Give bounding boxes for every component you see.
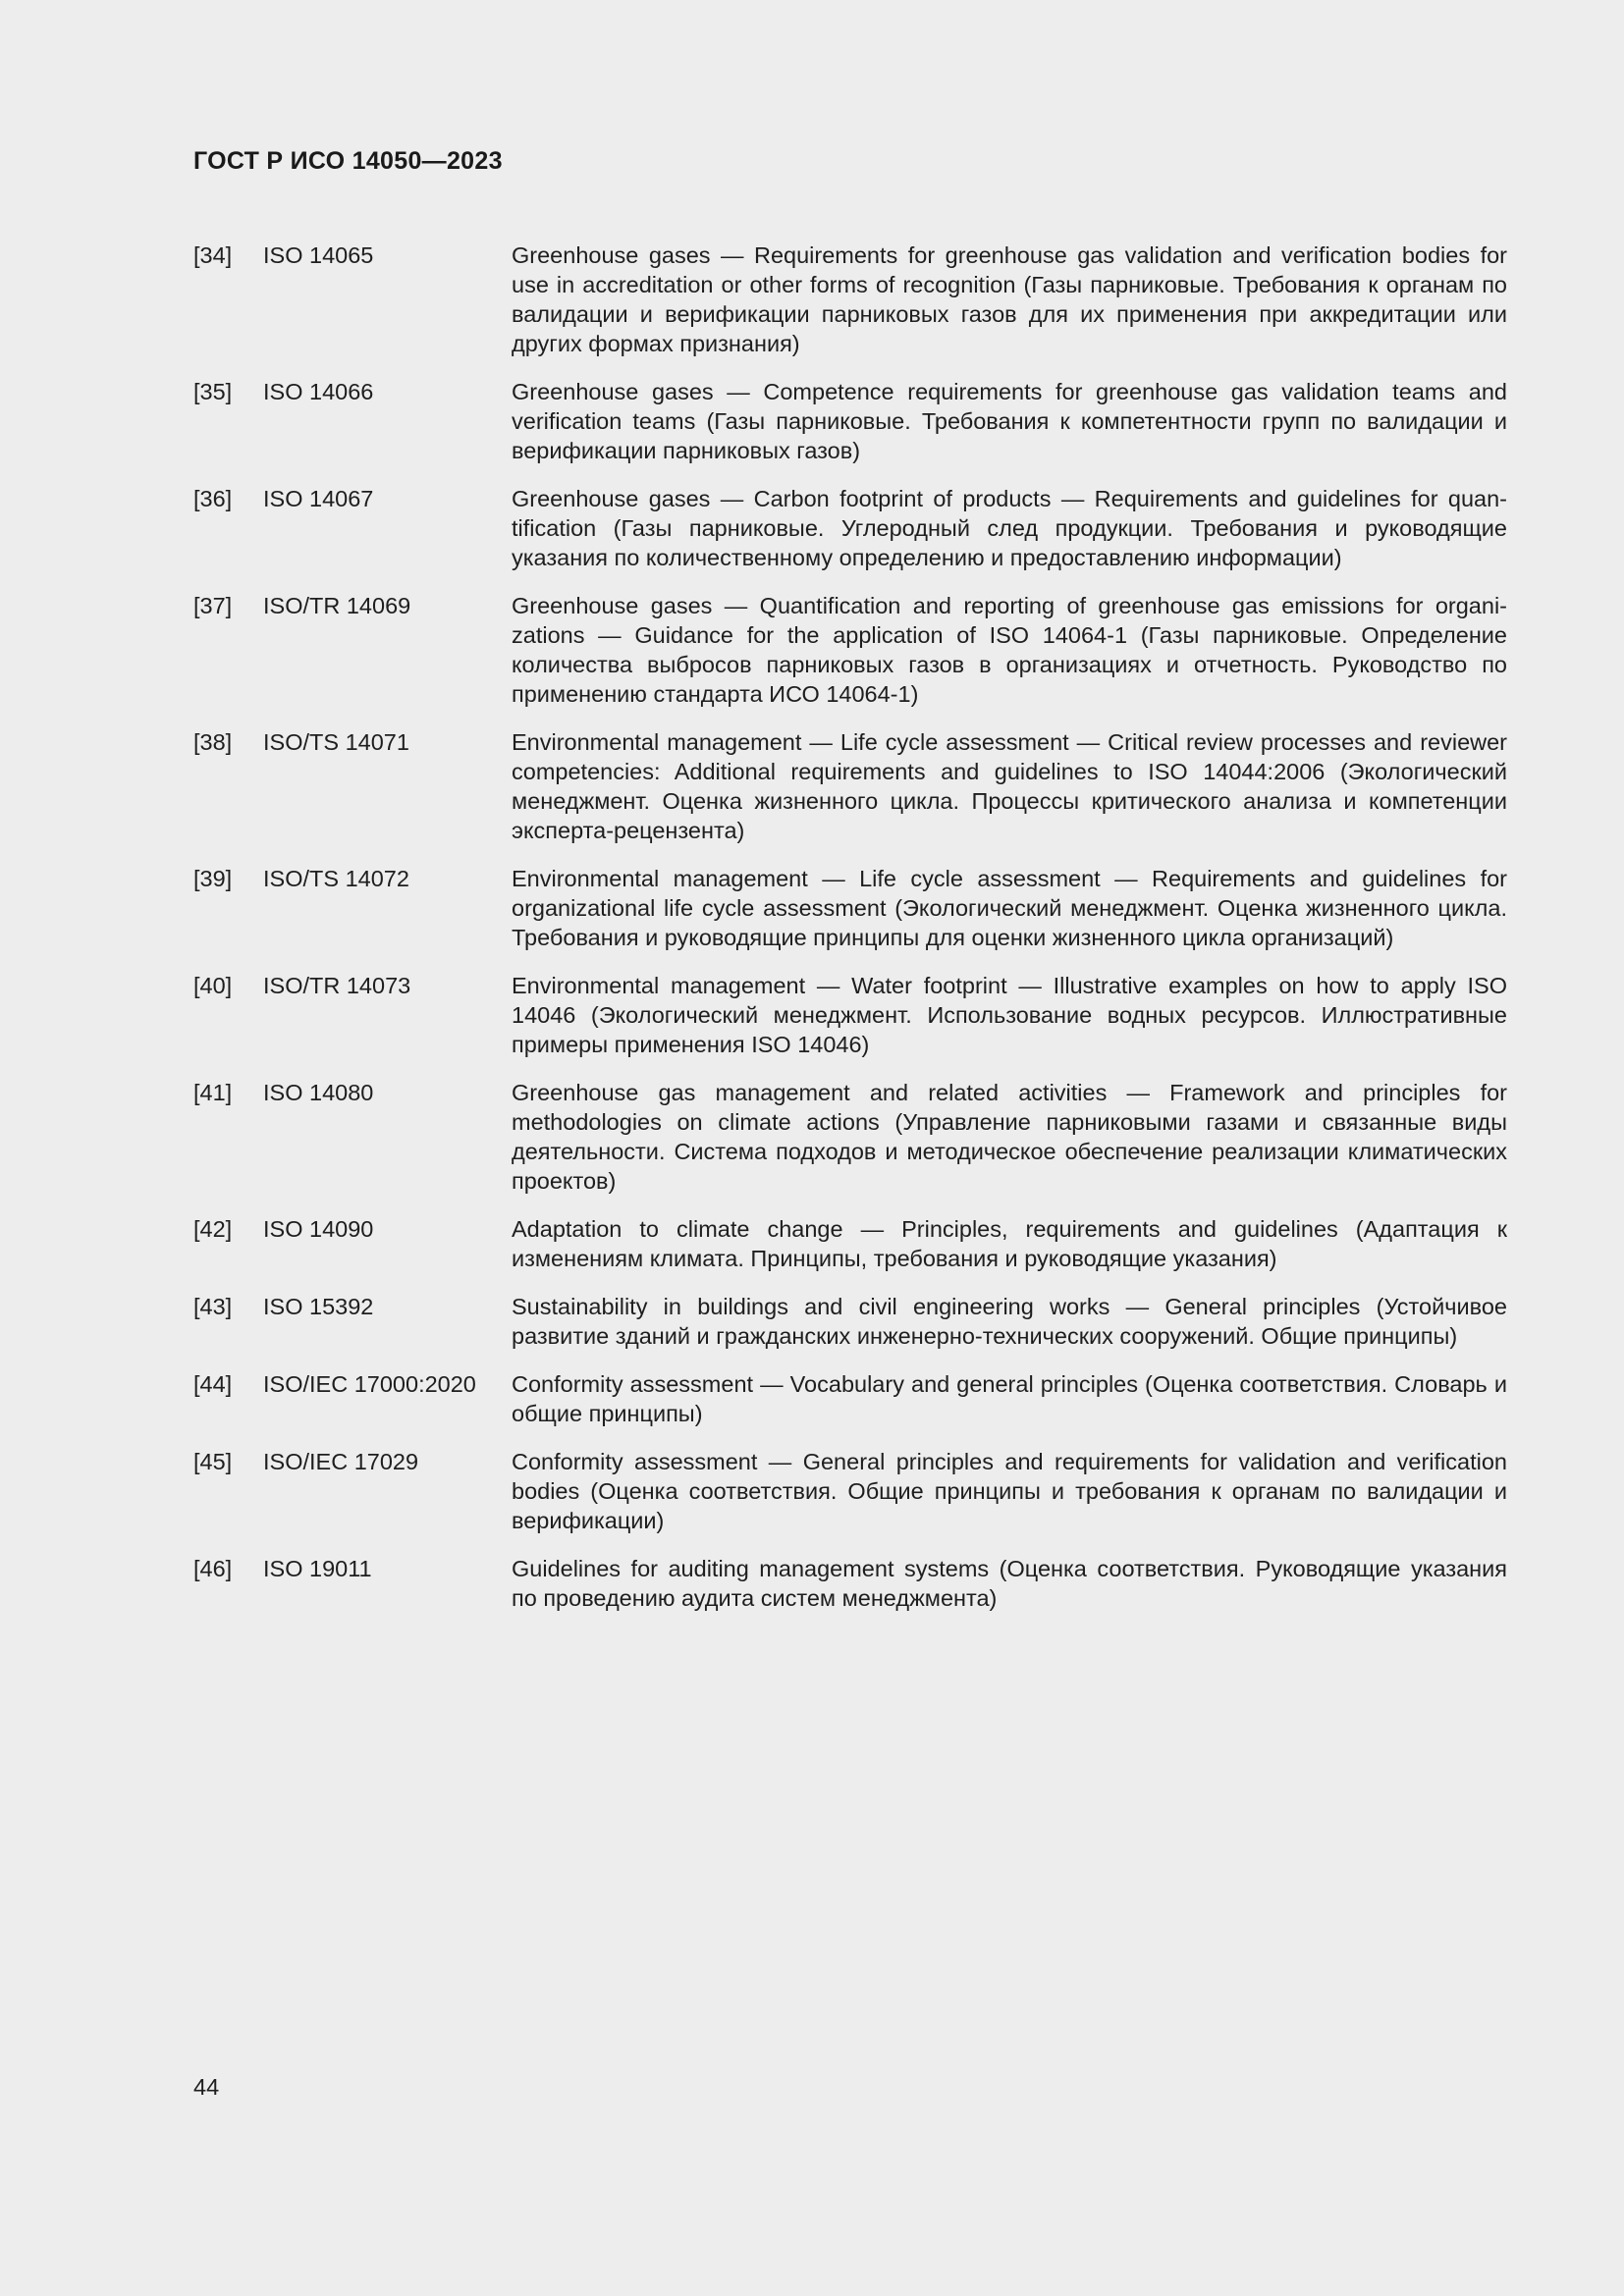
standard-title: Adaptation to climate change — Principles, requirements and guidelines (Адаптация к изменениям климата. Принципы, требования и руководящие указания) [512, 1216, 1507, 1271]
standard-code: ISO/IEC 17029 [263, 1449, 419, 1474]
standard-title: Greenhouse gases — Quantification and reporting of greenhouse gas emissions for organizations — Guidance for the application of ISO 14064-1 (Газы парниковые. Определение количества выбросов парниковых газов в организациях и отчетность. Руководство по применению стандарта ИСО 14064-1) [512, 593, 1507, 707]
bibliography-list [193, 240, 1507, 1631]
standard-title: Greenhouse gases — Requirements for greenhouse gas validation and verification bodies for use in accreditation or other forms of recognition (Газы парниковые. Требования к органам по валидации и верификации парниковых газов для их применения при аккредитации или других формах признания) [512, 242, 1507, 356]
bibliography-entry [193, 240, 1507, 358]
standard-title: Greenhouse gas management and related activities — Framework and principles for methodologies on climate actions (Управление парниковыми газами и связанные виды деятельности. Система подходов и методическое обеспечение реализации климатических проектов) [512, 1080, 1507, 1194]
standard-code: ISO 14090 [263, 1216, 374, 1242]
standard-code: ISO 14065 [263, 242, 374, 268]
standard-code: ISO/TS 14071 [263, 729, 409, 755]
entry-number: [39] [193, 866, 233, 891]
bibliography-entry [193, 1447, 1507, 1535]
standard-title: Conformity assessment — Vocabulary and general principles (Оценка соответствия. Словарь и общие принципы) [512, 1371, 1507, 1426]
standard-code: ISO/TS 14072 [263, 866, 409, 891]
bibliography-entry [193, 377, 1507, 465]
bibliography-entry [193, 591, 1507, 709]
bibliography-entry [193, 1078, 1507, 1196]
bibliography-entry [193, 727, 1507, 845]
entry-number: [34] [193, 242, 233, 268]
standard-code: ISO 19011 [263, 1556, 372, 1581]
standard-title: Guidelines for auditing management systems (Оценка соответствия. Руководящие указания по проведению аудита систем менеджмента) [512, 1556, 1507, 1611]
entry-number: [44] [193, 1371, 233, 1397]
entry-number: [35] [193, 379, 233, 404]
bibliography-entry [193, 1292, 1507, 1351]
bibliography-entry [193, 1369, 1507, 1428]
bibliography-entry [193, 864, 1507, 952]
standard-code: ISO/IEC 17000:2020 [263, 1371, 476, 1397]
entry-number: [43] [193, 1294, 233, 1319]
bibliography-entry [193, 1214, 1507, 1273]
standard-title: Environmental management — Water footprint — Illustrative examples on how to apply ISO 14046 (Экологический менеджмент. Использование водных ресурсов. Иллюстративные примеры применения ISO 14046) [512, 973, 1507, 1057]
page-number: 44 [193, 2074, 220, 2100]
standard-code: ISO 14067 [263, 486, 374, 511]
bibliography-entry [193, 1554, 1507, 1613]
standard-title: Sustainability in buildings and civil engineering works — General principles (Устойчивое развитие зданий и гражданских инженерно-технических сооружений. Общие принципы) [512, 1294, 1507, 1349]
entry-number: [45] [193, 1449, 233, 1474]
document-header: ГОСТ Р ИСО 14050—2023 [193, 147, 503, 175]
standard-title: Environmental management — Life cycle assessment — Requirements and guidelines for organizational life cycle assessment (Экологический менеджмент. Оценка жизненного цикла. Требования и руководящие принципы для оценки жизненного цикла организаций) [512, 866, 1507, 950]
bibliography-entry [193, 484, 1507, 572]
standard-code: ISO 15392 [263, 1294, 374, 1319]
entry-number: [40] [193, 973, 233, 998]
entry-number: [37] [193, 593, 233, 618]
standard-title: Conformity assessment — General principles and requirements for validation and verification bodies (Оценка соответствия. Общие принципы и требования к органам по валидации и верификации) [512, 1449, 1507, 1533]
standard-code: ISO/TR 14073 [263, 973, 411, 998]
standard-code: ISO 14066 [263, 379, 374, 404]
entry-number: [42] [193, 1216, 233, 1242]
standard-title: Greenhouse gases — Competence requirements for greenhouse gas validation teams and verification teams (Газы парниковые. Требования к компетентности групп по валидации и верификации парниковых газов) [512, 379, 1507, 463]
entry-number: [38] [193, 729, 233, 755]
standard-title: Environmental management — Life cycle assessment — Critical review processes and reviewer competencies: Additional requirements and guidelines to ISO 14044:2006 (Экологический менеджмент. Оценка жизненного цикла. Процессы критического анализа и компетенции эксперта-рецензента) [512, 729, 1507, 843]
entry-number: [46] [193, 1556, 233, 1581]
standard-code: ISO 14080 [263, 1080, 374, 1105]
entry-number: [36] [193, 486, 233, 511]
entry-number: [41] [193, 1080, 233, 1105]
bibliography-entry [193, 971, 1507, 1059]
standard-title: Greenhouse gases — Carbon footprint of products — Requirements and guidelines for quantification (Газы парниковые. Углеродный след продукции. Требования и руководящие указания по количественному определению и предоставлению информации) [512, 486, 1507, 570]
standard-code: ISO/TR 14069 [263, 593, 411, 618]
